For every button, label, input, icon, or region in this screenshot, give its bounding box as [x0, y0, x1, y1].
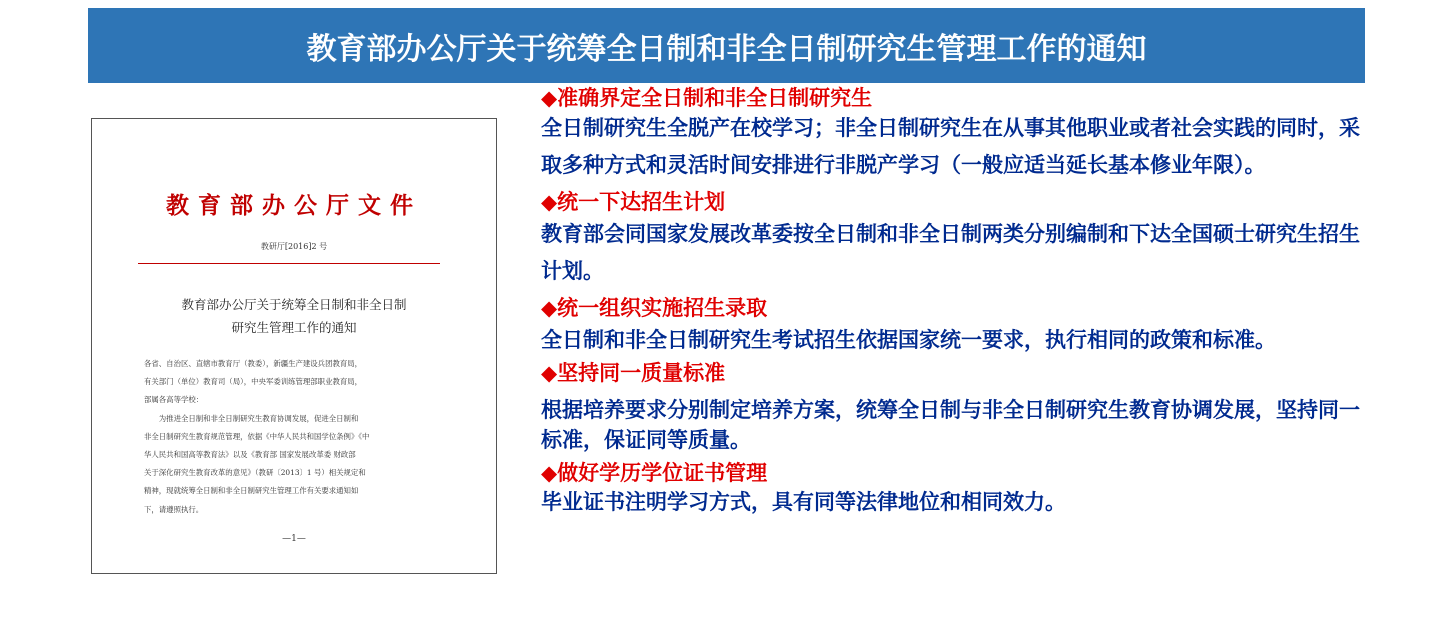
- document-body-line: 部属各高等学校：: [144, 395, 204, 405]
- document-header: 教育部办公厅文件: [166, 192, 422, 219]
- section-heading: ◆准确界定全日制和非全日制研究生: [541, 86, 873, 110]
- section-body: 根据培养要求分别制定培养方案，统筹全日制与非全日制研究生教育协调发展，坚持同一标准，保证同等质量。: [541, 398, 1360, 452]
- section-heading: ◆统一下达招生计划: [541, 190, 726, 214]
- policy-points: [541, 84, 1371, 517]
- document-body: [144, 355, 446, 519]
- section-body: 全日制和非全日制研究生考试招生依据国家统一要求，执行相同的政策和标准。: [541, 328, 1276, 352]
- document-image: [91, 118, 497, 574]
- section-body: 毕业证书注明学习方式，具有同等法律地位和相同效力。: [541, 490, 1066, 514]
- document-body-line: 精神，现就统筹全日制和非全日制研究生管理工作有关要求通知如: [144, 486, 359, 496]
- section-define: [541, 84, 1371, 184]
- section-plan: [541, 188, 1371, 290]
- document-body-line: 有关部门（单位）教育司（局），中央军委训练管理部职业教育局，: [144, 377, 363, 387]
- document-body-line: 非全日制研究生教育规范管理，依据《中华人民共和国学位条例》《中: [144, 431, 370, 441]
- document-body-line: 关于深化研究生教育改革的意见》（教研〔2013〕1 号）相关规定和: [144, 468, 366, 478]
- slide-title: 教育部办公厅关于统筹全日制和非全日制研究生管理工作的通知: [88, 8, 1365, 83]
- section-body: 全日制研究生全脱产在校学习；非全日制研究生在从事其他职业或者社会实践的同时，采取多种方式和灵活时间安排进行非脱产学习（一般应适当延长基本修业年限）。: [541, 116, 1360, 177]
- document-body-line: 为推进全日制和非全日制研究生教育协调发展，促进全日制和: [144, 413, 359, 423]
- document-title-line: 教育部办公厅关于统筹全日制和非全日制: [181, 297, 407, 312]
- document-body-line: 各省、自治区、直辖市教育厅（教委），新疆生产建设兵团教育局，: [144, 359, 363, 368]
- document-red-rule: [138, 263, 440, 264]
- section-heading: ◆坚持同一质量标准: [541, 361, 726, 385]
- document-title: [132, 293, 456, 339]
- document-body-line: 华人民共和国高等教育法》以及《教育部 国家发展改革委 财政部: [144, 450, 356, 460]
- document-page-number: —1—: [282, 534, 306, 544]
- document-number: 教研厅[2016]2 号: [260, 242, 328, 251]
- document-body-line: 下，请遵照执行。: [144, 504, 204, 514]
- section-body: 教育部会同国家发展改革委按全日制和非全日制两类分别编制和下达全国硕士研究生招生计划。: [541, 222, 1360, 283]
- section-certificate: [541, 459, 1371, 517]
- section-quality: [541, 359, 1371, 455]
- section-heading: ◆统一组织实施招生录取: [541, 296, 768, 320]
- section-heading: ◆做好学历学位证书管理: [541, 461, 768, 485]
- document-title-line: 研究生管理工作的通知: [231, 320, 357, 335]
- section-admission: [541, 294, 1371, 359]
